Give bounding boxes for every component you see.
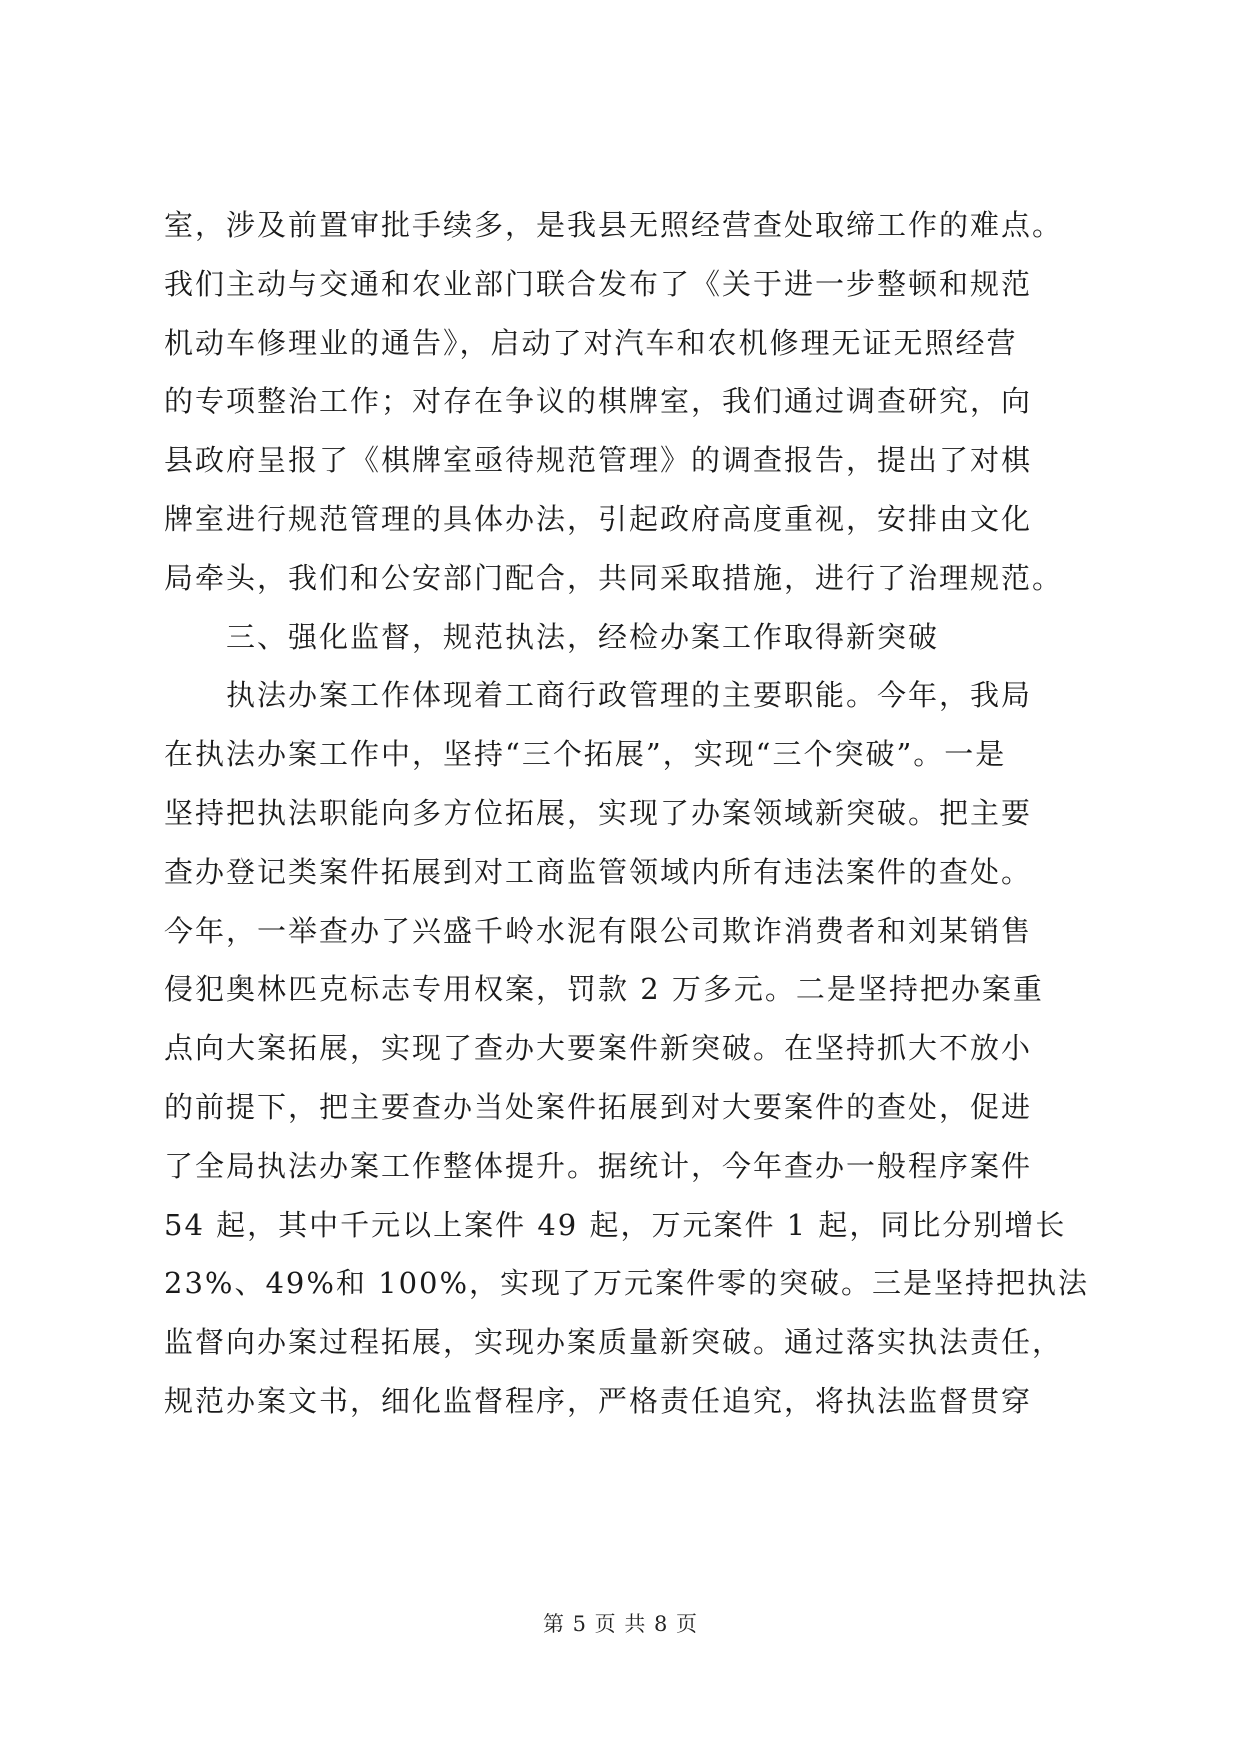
text-line: 了全局执法办案工作整体提升。据统计，今年查办一般程序案件 <box>164 1148 1033 1183</box>
text-line: 的前提下，把主要查办当处案件拓展到对大要案件的查处，促进 <box>164 1089 1033 1124</box>
text-line: 规范办案文书，细化监督程序，严格责任追究，将执法监督贯穿 <box>164 1383 1033 1418</box>
text-line: 牌室进行规范管理的具体办法，引起政府高度重视，安排由文化 <box>164 501 1033 536</box>
text-line: 点向大案拓展，实现了查办大要案件新突破。在坚持抓大不放小 <box>164 1031 1033 1066</box>
text-line: 在执法办案工作中，坚持“三个拓展”，实现“三个突破”。一是 <box>164 737 1007 772</box>
text-line: 县政府呈报了《棋牌室亟待规范管理》的调查报告，提出了对棋 <box>164 443 1033 478</box>
text-line: 54 起，其中千元以上案件 49 起，万元案件 1 起，同比分别增长 <box>164 1207 1067 1242</box>
text-line: 23%、49%和 100%，实现了万元案件零的突破。三是坚持把执法 <box>164 1266 1090 1301</box>
paragraph-first-line: 执法办案工作体现着工商行政管理的主要职能。今年，我局 <box>226 678 1033 713</box>
text-line: 监督向办案过程拓展，实现办案质量新突破。通过落实执法责任， <box>164 1325 1064 1360</box>
text-line: 机动车修理业的通告》，启动了对汽车和农机修理无证无照经营 <box>164 325 1018 360</box>
text-line: 的专项整治工作；对存在争议的棋牌室，我们通过调查研究，向 <box>164 384 1033 419</box>
text-line: 局牵头，我们和公安部门配合，共同采取措施，进行了治理规范。 <box>164 560 1064 595</box>
text-line: 我们主动与交通和农业部门联合发布了《关于进一步整顿和规范 <box>164 266 1033 301</box>
text-line: 侵犯奥林匹克标志专用权案，罚款 2 万多元。二是坚持把办案重 <box>164 972 1044 1007</box>
text-line: 室，涉及前置审批手续多，是我县无照经营查处取缔工作的难点。 <box>164 208 1064 242</box>
text-line: 查办登记类案件拓展到对工商监管领域内所有违法案件的查处。 <box>164 854 1033 889</box>
document-body <box>164 196 1094 1431</box>
page-number-footer: 第 5 页 共 8 页 <box>542 1612 699 1636</box>
text-line: 今年，一举查办了兴盛千岭水泥有限公司欺诈消费者和刘某销售 <box>164 913 1033 948</box>
section-heading: 三、强化监督，规范执法，经检办案工作取得新突破 <box>226 619 940 654</box>
text-line: 坚持把执法职能向多方位拓展，实现了办案领域新突破。把主要 <box>164 795 1033 830</box>
